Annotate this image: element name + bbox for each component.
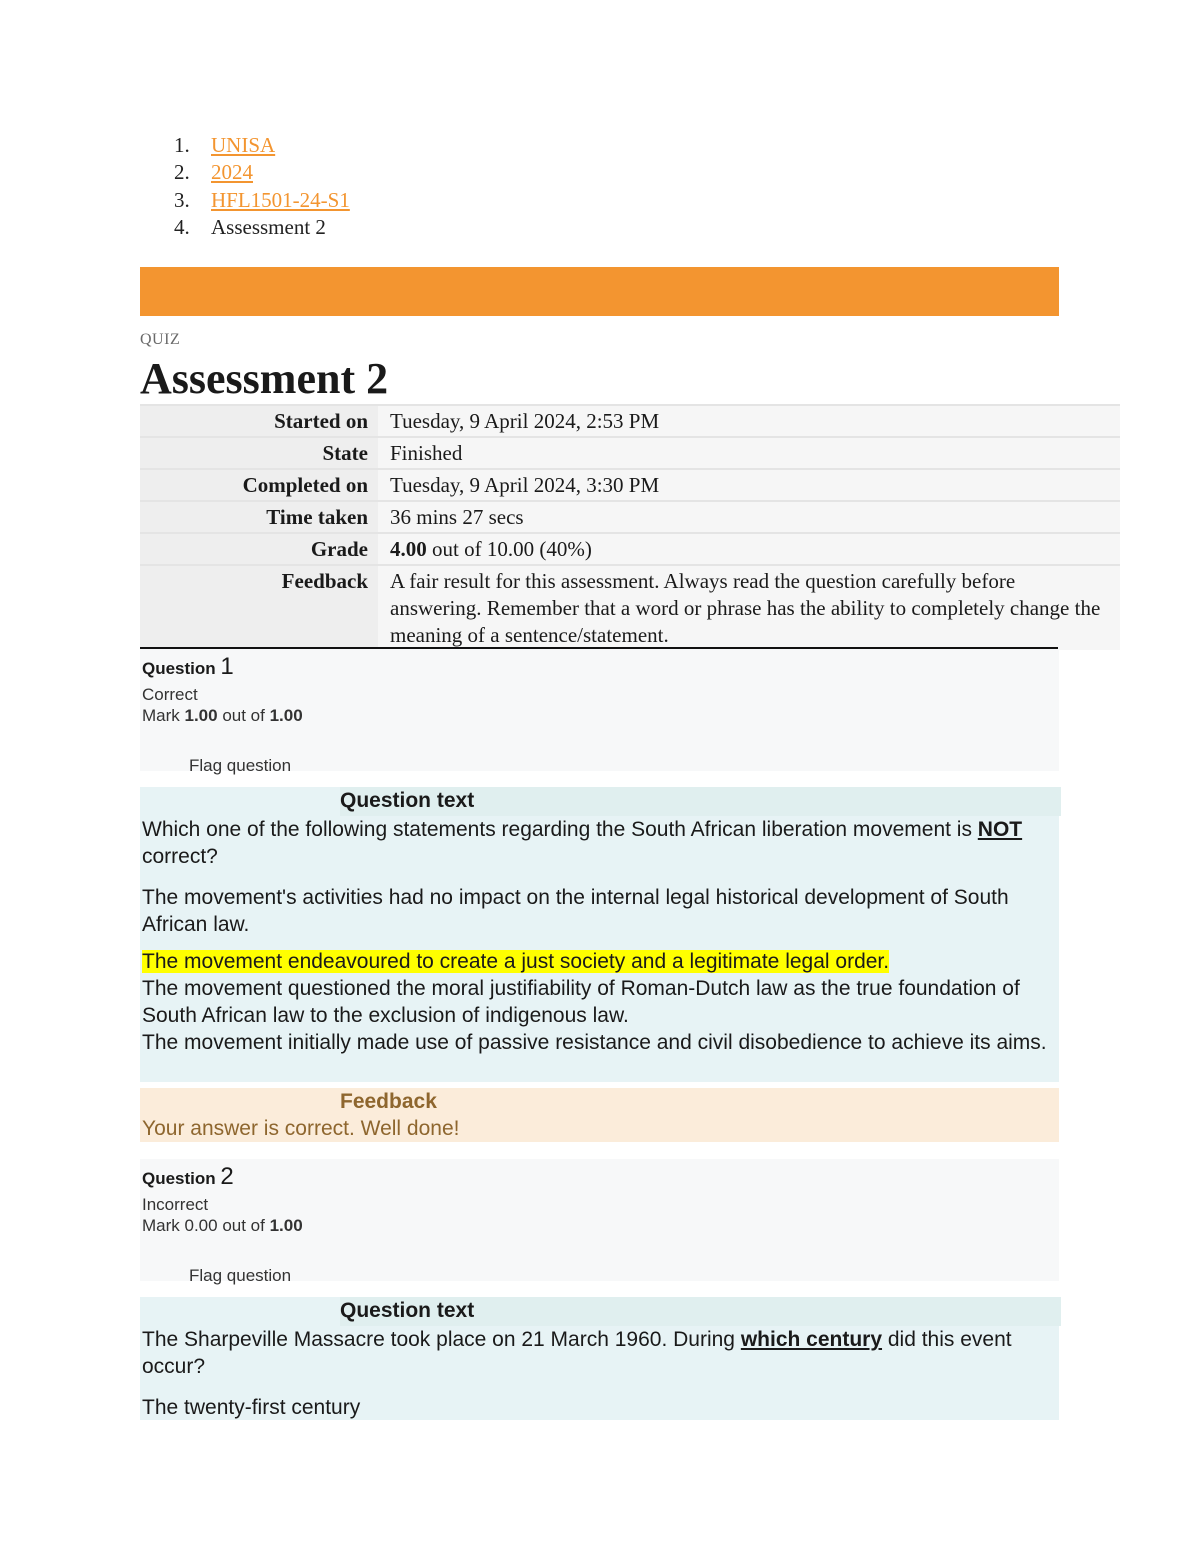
answer-option-1[interactable]: The twenty-first century: [142, 1396, 361, 1419]
question-text-block-1: [140, 787, 1059, 1082]
breadcrumb-item[interactable]: 2. 2024: [174, 159, 350, 186]
attempt-summary-table: [140, 404, 1120, 650]
summary-row-feedback: [140, 565, 1120, 650]
grade-total: out of 10.00 (40%): [426, 537, 592, 561]
selected-answer-highlight: The movement endeavoured to create a just society and a legitimate legal order.: [142, 950, 890, 973]
summary-row-started: [140, 405, 1120, 437]
state-label: State: [140, 437, 378, 469]
question-prompt: Which one of the following statements regarding the South African liberation movement is NOT correct?: [142, 818, 1023, 868]
summary-row-time: [140, 501, 1120, 533]
question-emphasis: which century: [740, 1328, 883, 1351]
question-number: Question 1: [142, 653, 234, 680]
answer-option-3[interactable]: The movement questioned the moral justifiability of Roman-Dutch law as the true foundation of South African law to the exclusion of indigenous law.: [142, 977, 1020, 1027]
breadcrumb-current: Assessment 2: [211, 214, 326, 239]
answer-option-2[interactable]: [142, 948, 1054, 975]
question-info-2: [140, 1159, 1059, 1285]
question-mark: Mark 0.00 out of 1.00: [142, 1216, 303, 1235]
grade-score: 4.00: [390, 537, 427, 561]
started-label: Started on: [140, 405, 378, 437]
question-state: Correct: [142, 685, 198, 704]
completed-label: Completed on: [140, 469, 378, 501]
question-info-1: [140, 649, 1059, 775]
started-value: Tuesday, 9 April 2024, 2:53 PM: [378, 405, 1120, 437]
grade-label: Grade: [140, 533, 378, 565]
question-prompt: The Sharpeville Massacre took place on 21 March 1960. During which century did this event occur?: [142, 1328, 1012, 1378]
question-feedback: [140, 1088, 1059, 1142]
feedback-heading: Feedback: [340, 1090, 437, 1113]
question-emphasis: NOT: [977, 818, 1023, 841]
breadcrumb: [174, 132, 350, 241]
breadcrumb-item[interactable]: 1. UNISA: [174, 132, 350, 159]
question-mark: Mark 1.00 out of 1.00: [142, 706, 303, 725]
breadcrumb-link-unisa[interactable]: UNISA: [211, 133, 276, 157]
summary-row-grade: [140, 533, 1120, 565]
time-label: Time taken: [140, 501, 378, 533]
state-value: Finished: [378, 437, 1120, 469]
question-text-heading: Question text: [340, 787, 1061, 816]
question-text-block-2: [140, 1297, 1059, 1420]
answer-option-1[interactable]: The movement's activities had no impact on the internal legal historical development of South African law.: [142, 886, 1009, 936]
summary-row-state: [140, 437, 1120, 469]
question-text-heading: Question text: [340, 1297, 1061, 1326]
question-number: Question 2: [142, 1163, 234, 1190]
time-value: 36 mins 27 secs: [378, 501, 1120, 533]
breadcrumb-link-course[interactable]: HFL1501-24-S1: [211, 187, 350, 212]
page-title: Assessment 2: [140, 354, 389, 403]
feedback-label: Feedback: [140, 565, 378, 650]
summary-row-completed: [140, 469, 1120, 501]
header-banner: [140, 267, 1059, 316]
answer-option-4[interactable]: The movement initially made use of passive resistance and civil disobedience to achieve its aims.: [142, 1031, 1047, 1054]
breadcrumb-link-year[interactable]: 2024: [211, 160, 253, 185]
completed-value: Tuesday, 9 April 2024, 3:30 PM: [378, 469, 1120, 501]
grade-value: [378, 533, 1120, 565]
breadcrumb-item: 4. Assessment 2: [174, 214, 350, 241]
flag-question-link[interactable]: Flag question: [189, 1266, 292, 1285]
feedback-text: Your answer is correct. Well done!: [142, 1117, 460, 1140]
feedback-value: A fair result for this assessment. Always read the question carefully before answering. Remember that a word or phrase has the ability to completely change the meaning of a sentence/statement.: [378, 565, 1120, 650]
page-kicker: QUIZ: [140, 331, 181, 348]
question-state: Incorrect: [142, 1195, 209, 1214]
breadcrumb-item[interactable]: 3. HFL1501-24-S1: [174, 187, 350, 214]
flag-question-link[interactable]: Flag question: [189, 756, 292, 775]
